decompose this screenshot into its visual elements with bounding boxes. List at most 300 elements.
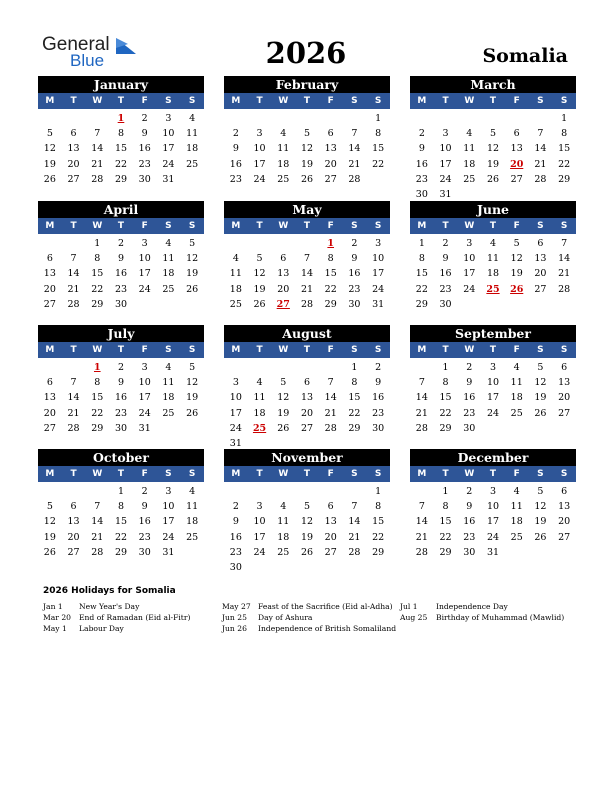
- day-cell: 2: [141, 486, 148, 497]
- month-december: [410, 449, 576, 560]
- weekday-label: S: [537, 469, 544, 479]
- weekday-label: S: [165, 469, 172, 479]
- day-cell: 4: [165, 238, 172, 249]
- weekday-label: W: [278, 96, 289, 106]
- day-cell: 20: [558, 392, 571, 404]
- day-cell: 12: [300, 516, 314, 528]
- month-february: [224, 76, 390, 187]
- day-cell: 10: [138, 253, 151, 265]
- day-cell: 18: [463, 158, 476, 170]
- day-cell: 21: [558, 268, 571, 280]
- month-november: [224, 449, 390, 575]
- day-cell: 17: [162, 143, 175, 155]
- weekday-header: [410, 342, 576, 358]
- day-cell: 4: [280, 501, 287, 513]
- weekday-label: W: [92, 469, 103, 479]
- day-cell: 12: [486, 143, 500, 155]
- day-cell: 25: [162, 283, 175, 295]
- day-cell: 10: [486, 377, 500, 389]
- day-cell: 6: [561, 486, 568, 497]
- day-grid: [38, 358, 204, 436]
- day-cell: 19: [300, 531, 314, 543]
- day-cell: 28: [534, 173, 547, 185]
- weekday-label: S: [188, 345, 196, 355]
- day-cell: 31: [486, 546, 500, 558]
- holiday-date: Jun 26: [222, 624, 247, 633]
- day-cell: 25: [510, 407, 523, 419]
- day-cell: 28: [415, 546, 428, 558]
- day-cell: 20: [324, 531, 337, 543]
- day-cell: 24: [138, 407, 151, 419]
- day-cell: 26: [534, 531, 547, 543]
- day-cell: 7: [418, 377, 425, 389]
- empty-cell: [62, 111, 86, 126]
- weekday-label: S: [537, 345, 544, 355]
- day-cell: 21: [300, 283, 314, 295]
- day-cell: 2: [466, 362, 473, 373]
- empty-cell: [38, 236, 62, 251]
- day-cell: 29: [372, 546, 385, 558]
- day-cell: 26: [486, 173, 500, 185]
- day-cell: 22: [415, 283, 428, 295]
- day-cell: 19: [43, 158, 56, 170]
- weekday-label: T: [117, 469, 125, 479]
- day-grid: [38, 482, 204, 560]
- day-cell: 24: [463, 283, 476, 295]
- day-cell: 22: [372, 531, 385, 543]
- day-cell: 5: [256, 253, 263, 265]
- holiday-column: [400, 601, 564, 623]
- day-cell: 29: [114, 173, 128, 185]
- day-cell: 27: [324, 546, 337, 558]
- day-cell: 13: [43, 268, 56, 280]
- holiday-date: Mar 20: [43, 613, 72, 622]
- day-cell: 22: [558, 158, 571, 170]
- day-cell: 12: [277, 392, 290, 404]
- weekday-label: T: [256, 469, 263, 479]
- month-april: [38, 201, 204, 312]
- day-cell: 12: [253, 268, 266, 280]
- weekday-header: [224, 93, 390, 109]
- day-grid: [224, 234, 390, 312]
- weekday-header: [410, 93, 576, 109]
- day-cell: 17: [253, 158, 266, 170]
- weekday-label: S: [188, 96, 196, 106]
- day-grid: [38, 109, 204, 187]
- day-cell: 8: [94, 253, 101, 265]
- empty-cell: [481, 111, 505, 126]
- day-cell: 8: [375, 128, 382, 140]
- day-cell: 10: [372, 253, 385, 265]
- day-cell: 30: [463, 546, 476, 558]
- day-cell: 9: [141, 128, 148, 140]
- day-cell: 11: [253, 392, 266, 404]
- weekday-label: S: [374, 345, 382, 355]
- weekday-label: T: [489, 96, 497, 106]
- day-cell: 25: [186, 531, 199, 543]
- day-cell: 9: [117, 377, 125, 389]
- day-cell: 29: [114, 546, 128, 558]
- weekday-label: W: [464, 345, 475, 355]
- day-cell: 19: [534, 516, 547, 528]
- day-cell: 31: [162, 546, 175, 558]
- day-cell: 18: [510, 392, 523, 404]
- day-cell: 27: [324, 173, 337, 185]
- day-cell: 18: [277, 158, 290, 170]
- holiday-name: Independence of British Somaliland: [258, 624, 397, 633]
- day-cell: 3: [489, 362, 497, 373]
- day-cell: 16: [463, 392, 476, 404]
- day-cell: 6: [561, 362, 568, 373]
- empty-cell: [248, 111, 272, 126]
- day-cell: 25: [277, 546, 290, 558]
- day-cell: 19: [43, 531, 56, 543]
- empty-cell: [224, 484, 248, 499]
- month-june: [410, 201, 576, 312]
- weekday-header: [38, 466, 204, 482]
- day-grid: [410, 358, 576, 436]
- day-cell: 9: [466, 501, 473, 513]
- day-cell: 7: [70, 377, 77, 389]
- day-cell: 9: [117, 253, 125, 265]
- empty-cell: [295, 236, 319, 251]
- day-cell: 23: [348, 283, 361, 295]
- day-cell: 18: [186, 516, 199, 528]
- day-cell: 3: [141, 238, 148, 249]
- weekday-label: F: [327, 345, 334, 355]
- day-cell: 6: [70, 128, 77, 140]
- month-title: May: [224, 201, 390, 218]
- day-cell: 13: [300, 392, 314, 404]
- day-cell: 10: [439, 143, 452, 155]
- day-cell: 25: [463, 173, 476, 185]
- weekday-label: T: [489, 221, 497, 231]
- empty-cell: [410, 484, 434, 499]
- empty-cell: [271, 360, 295, 375]
- weekday-label: M: [231, 345, 241, 355]
- day-cell: 21: [415, 531, 428, 543]
- day-cell: 27: [534, 283, 547, 295]
- weekday-label: S: [374, 221, 382, 231]
- holiday-day-cell: 1: [93, 362, 101, 373]
- weekday-label: T: [117, 345, 125, 355]
- day-cell: 21: [67, 407, 80, 419]
- day-cell: 7: [351, 128, 358, 140]
- day-cell: 24: [486, 407, 500, 419]
- day-cell: 17: [253, 531, 266, 543]
- day-cell: 5: [513, 238, 520, 249]
- day-cell: 21: [348, 158, 361, 170]
- month-title: April: [38, 201, 204, 218]
- day-cell: 16: [138, 143, 151, 155]
- day-cell: 26: [300, 546, 314, 558]
- day-cell: 29: [439, 546, 452, 558]
- empty-cell: [38, 484, 62, 499]
- day-cell: 4: [513, 362, 520, 373]
- day-cell: 17: [486, 392, 500, 404]
- day-cell: 3: [165, 486, 172, 497]
- day-cell: 4: [165, 362, 172, 373]
- weekday-header: [224, 342, 390, 358]
- day-cell: 10: [162, 501, 175, 513]
- day-cell: 13: [67, 143, 80, 155]
- weekday-label: S: [560, 469, 568, 479]
- month-august: [224, 325, 390, 451]
- weekday-label: S: [165, 221, 172, 231]
- day-cell: 24: [162, 158, 175, 170]
- weekday-label: T: [442, 345, 449, 355]
- weekday-header: [410, 466, 576, 482]
- day-cell: 29: [348, 422, 361, 434]
- day-cell: 12: [43, 143, 56, 155]
- empty-cell: [457, 111, 481, 126]
- day-cell: 1: [351, 362, 358, 373]
- empty-cell: [295, 484, 319, 499]
- weekday-header: [224, 466, 390, 482]
- holiday-day-cell: 26: [510, 283, 524, 295]
- holiday-column: [222, 601, 396, 634]
- day-cell: 4: [513, 486, 520, 497]
- day-cell: 13: [277, 268, 290, 280]
- holiday-day-cell: 1: [117, 113, 125, 124]
- day-cell: 6: [327, 128, 334, 140]
- day-cell: 20: [300, 407, 314, 419]
- day-cell: 24: [486, 531, 500, 543]
- day-cell: 14: [324, 392, 337, 404]
- holiday-name: End of Ramadan (Eid al-Fitr): [79, 613, 191, 622]
- logo-general-text: General: [42, 34, 110, 55]
- day-cell: 25: [277, 173, 290, 185]
- day-cell: 16: [348, 268, 361, 280]
- weekday-label: T: [489, 469, 497, 479]
- day-cell: 17: [463, 268, 476, 280]
- day-cell: 1: [117, 486, 125, 497]
- weekday-label: S: [351, 345, 358, 355]
- day-cell: 28: [324, 422, 337, 434]
- day-cell: 20: [534, 268, 547, 280]
- weekday-label: W: [464, 96, 475, 106]
- day-cell: 31: [439, 188, 452, 200]
- day-cell: 12: [510, 253, 523, 265]
- day-cell: 8: [94, 377, 101, 389]
- day-cell: 11: [510, 377, 523, 389]
- day-cell: 13: [67, 516, 80, 528]
- day-cell: 30: [348, 298, 361, 310]
- day-cell: 31: [162, 173, 175, 185]
- day-cell: 28: [91, 173, 104, 185]
- day-cell: 23: [439, 283, 452, 295]
- empty-cell: [505, 111, 529, 126]
- weekday-label: F: [141, 221, 148, 231]
- day-cell: 30: [229, 561, 242, 573]
- day-cell: 15: [91, 268, 104, 280]
- day-cell: 23: [372, 407, 385, 419]
- day-cell: 23: [138, 158, 151, 170]
- weekday-label: M: [417, 96, 427, 106]
- day-cell: 22: [372, 158, 385, 170]
- weekday-label: W: [278, 345, 289, 355]
- month-title: July: [38, 325, 204, 342]
- day-cell: 2: [141, 113, 148, 124]
- day-cell: 29: [439, 422, 452, 434]
- weekday-label: W: [278, 469, 289, 479]
- day-cell: 23: [463, 407, 476, 419]
- day-cell: 10: [253, 516, 266, 528]
- empty-cell: [319, 484, 343, 499]
- day-cell: 24: [162, 531, 175, 543]
- holiday-item: [400, 612, 564, 623]
- day-cell: 24: [253, 546, 266, 558]
- day-cell: 12: [534, 501, 547, 513]
- day-cell: 28: [91, 546, 104, 558]
- day-cell: 3: [442, 128, 449, 140]
- holiday-name: New Year's Day: [79, 602, 140, 611]
- holiday-name: Birthday of Muhammad (Mawlid): [436, 613, 565, 622]
- day-cell: 19: [486, 158, 500, 170]
- weekday-label: T: [256, 96, 263, 106]
- day-cell: 24: [138, 283, 151, 295]
- month-title: December: [410, 449, 576, 466]
- day-cell: 26: [534, 407, 547, 419]
- day-cell: 11: [186, 128, 199, 140]
- holiday-name: Independence Day: [436, 602, 508, 611]
- day-cell: 10: [162, 128, 175, 140]
- day-cell: 12: [186, 377, 199, 389]
- weekday-label: W: [92, 96, 103, 106]
- day-cell: 15: [114, 143, 128, 155]
- holiday-day-cell: 25: [252, 422, 267, 434]
- day-grid: [410, 109, 576, 202]
- weekday-label: M: [45, 469, 55, 479]
- weekday-label: T: [256, 221, 263, 231]
- weekday-label: W: [464, 221, 475, 231]
- day-cell: 18: [486, 268, 500, 280]
- day-cell: 21: [415, 407, 428, 419]
- day-cell: 13: [534, 253, 547, 265]
- day-cell: 30: [372, 422, 385, 434]
- weekday-label: W: [278, 221, 289, 231]
- day-cell: 26: [277, 422, 290, 434]
- day-cell: 3: [165, 113, 172, 124]
- day-cell: 15: [324, 268, 337, 280]
- month-title: January: [38, 76, 204, 93]
- weekday-label: M: [417, 345, 427, 355]
- day-cell: 4: [189, 113, 196, 124]
- month-title: November: [224, 449, 390, 466]
- month-march: [410, 76, 576, 202]
- day-cell: 20: [43, 407, 56, 419]
- empty-cell: [38, 111, 62, 126]
- weekday-label: M: [45, 221, 55, 231]
- weekday-header: [38, 218, 204, 234]
- month-may: [224, 201, 390, 312]
- day-cell: 7: [351, 501, 358, 513]
- day-cell: 9: [232, 516, 239, 528]
- day-cell: 2: [466, 486, 473, 497]
- holiday-name: Feast of the Sacrifice (Eid al-Adha): [258, 602, 393, 611]
- day-cell: 14: [91, 516, 104, 528]
- empty-cell: [410, 111, 434, 126]
- day-cell: 6: [70, 501, 77, 513]
- day-cell: 11: [510, 501, 523, 513]
- weekday-label: S: [560, 345, 568, 355]
- weekday-label: F: [513, 345, 520, 355]
- day-cell: 26: [43, 173, 56, 185]
- day-cell: 22: [91, 283, 104, 295]
- day-cell: 13: [324, 516, 337, 528]
- day-cell: 21: [91, 531, 104, 543]
- day-cell: 10: [253, 143, 266, 155]
- day-cell: 28: [348, 173, 361, 185]
- day-cell: 12: [534, 377, 547, 389]
- holiday-day-cell: 1: [327, 238, 335, 249]
- day-cell: 27: [510, 173, 523, 185]
- day-cell: 3: [141, 362, 148, 373]
- month-title: September: [410, 325, 576, 342]
- weekday-label: T: [70, 221, 77, 231]
- day-cell: 15: [91, 392, 104, 404]
- day-cell: 15: [372, 516, 385, 528]
- day-cell: 7: [327, 377, 334, 389]
- weekday-label: S: [165, 96, 172, 106]
- day-cell: 23: [138, 531, 151, 543]
- weekday-label: S: [188, 221, 196, 231]
- day-cell: 18: [162, 392, 175, 404]
- month-october: [38, 449, 204, 560]
- weekday-label: S: [560, 96, 568, 106]
- weekday-header: [410, 218, 576, 234]
- day-cell: 1: [442, 486, 449, 497]
- day-cell: 25: [162, 407, 175, 419]
- day-cell: 3: [489, 486, 497, 497]
- empty-cell: [410, 360, 434, 375]
- weekday-label: S: [537, 221, 544, 231]
- day-cell: 17: [486, 516, 500, 528]
- weekday-label: M: [231, 221, 241, 231]
- day-cell: 8: [351, 377, 358, 389]
- weekday-label: S: [374, 469, 382, 479]
- day-cell: 30: [439, 298, 452, 310]
- day-cell: 17: [372, 268, 385, 280]
- day-cell: 4: [466, 128, 473, 140]
- day-cell: 10: [486, 501, 500, 513]
- holiday-date: Jan 1: [43, 602, 63, 611]
- day-cell: 8: [442, 501, 449, 513]
- day-cell: 7: [94, 128, 101, 140]
- weekday-label: M: [231, 96, 241, 106]
- day-cell: 6: [327, 501, 334, 513]
- day-cell: 3: [232, 377, 239, 389]
- day-cell: 27: [67, 173, 80, 185]
- day-cell: 29: [558, 173, 571, 185]
- day-cell: 10: [229, 392, 242, 404]
- country-name: Somalia: [482, 45, 568, 67]
- day-cell: 16: [229, 158, 242, 170]
- day-cell: 19: [186, 268, 199, 280]
- weekday-label: T: [442, 96, 449, 106]
- weekday-label: F: [327, 469, 334, 479]
- day-cell: 25: [186, 158, 199, 170]
- day-cell: 20: [67, 531, 80, 543]
- day-cell: 30: [138, 546, 151, 558]
- day-cell: 8: [375, 501, 382, 513]
- day-cell: 29: [91, 422, 104, 434]
- day-cell: 20: [558, 516, 571, 528]
- day-cell: 19: [534, 392, 547, 404]
- day-cell: 18: [186, 143, 199, 155]
- day-grid: [224, 358, 390, 451]
- day-cell: 5: [303, 501, 311, 513]
